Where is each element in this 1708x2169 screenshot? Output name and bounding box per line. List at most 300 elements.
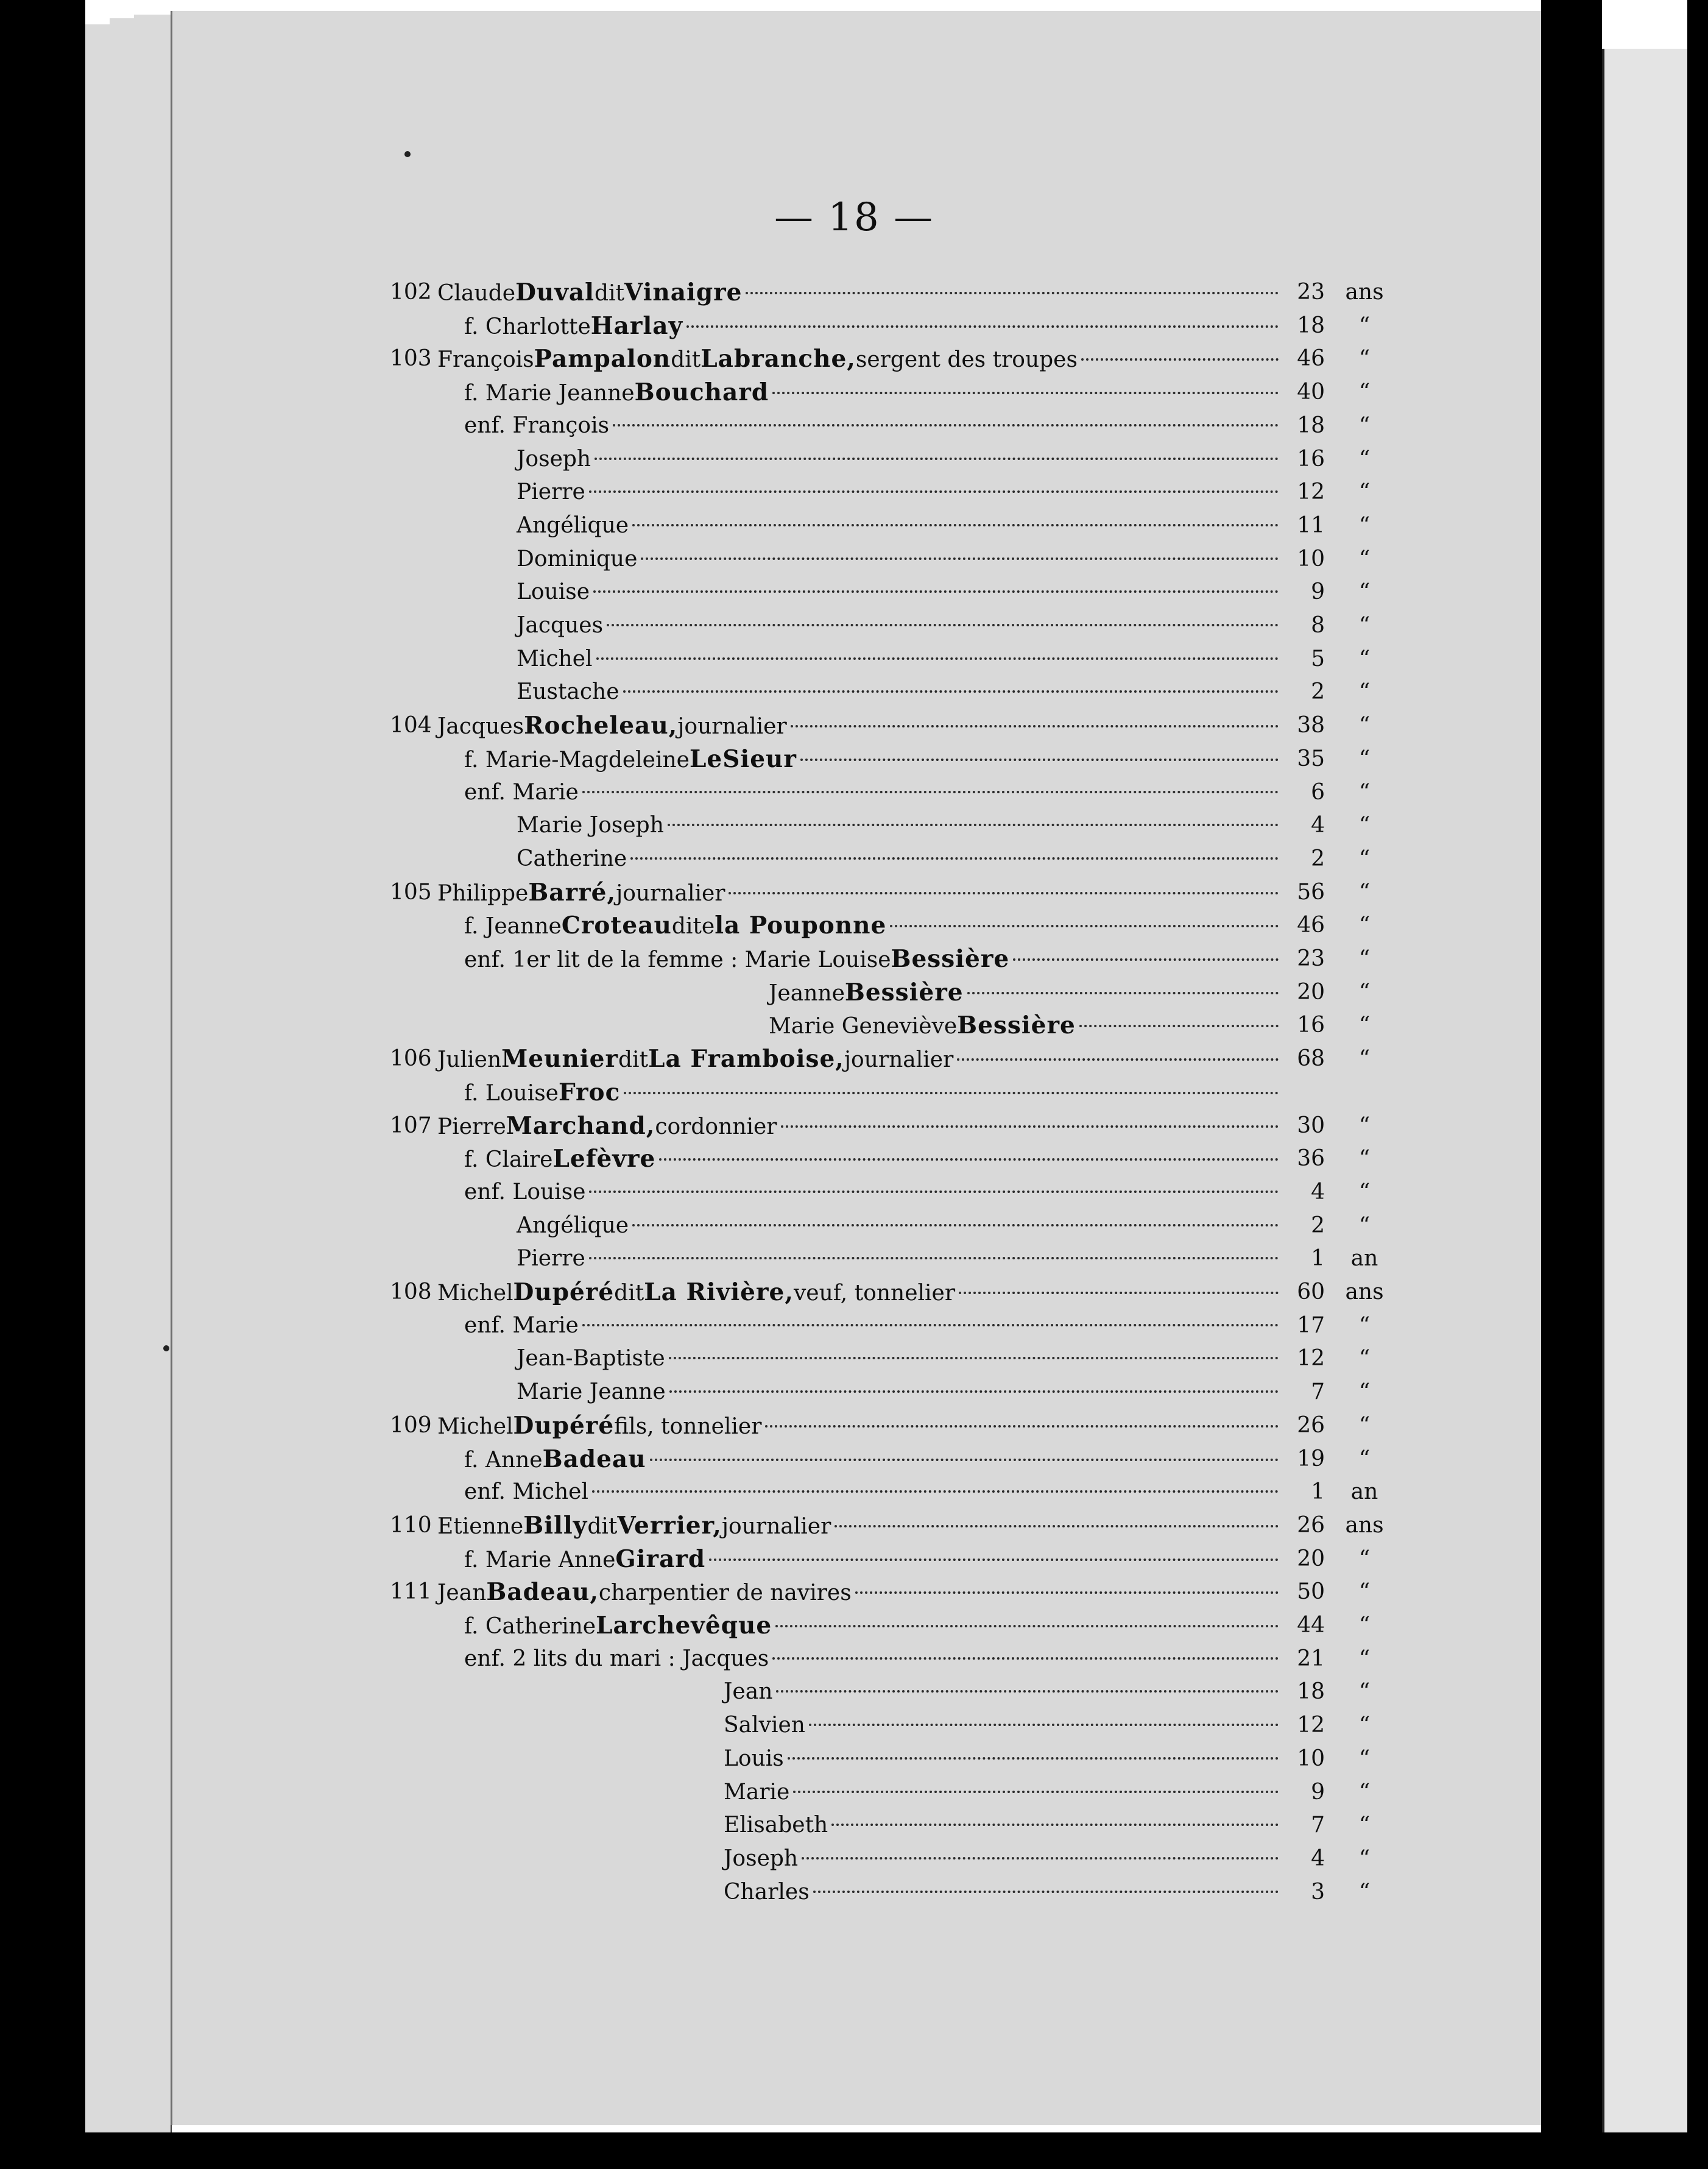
entry-text: François xyxy=(437,347,534,373)
person-entry xyxy=(464,776,1282,810)
entry-text: veuf, tonnelier xyxy=(793,1281,956,1306)
entry-text: journalier xyxy=(677,714,787,740)
age-value: 3 xyxy=(1311,1879,1325,1905)
dot-leader xyxy=(582,791,1279,793)
census-row xyxy=(0,876,1708,910)
census-row xyxy=(0,1608,1708,1643)
person-entry xyxy=(464,908,1282,944)
age-value: 4 xyxy=(1311,813,1325,838)
dot-leader xyxy=(967,992,1279,994)
age-unit: “ xyxy=(1358,613,1371,638)
dot-leader xyxy=(772,392,1279,394)
age-unit: “ xyxy=(1358,1879,1371,1905)
census-row xyxy=(0,942,1708,976)
scan-speck xyxy=(404,151,411,157)
entry-text: Claude xyxy=(437,281,516,306)
age-unit: “ xyxy=(1358,1446,1371,1471)
dot-leader xyxy=(668,824,1279,826)
person-entry xyxy=(724,1775,1282,1810)
age-value: 10 xyxy=(1297,546,1325,571)
entry-text: f. Anne xyxy=(464,1447,543,1473)
dot-leader xyxy=(709,1559,1279,1561)
age-value: 2 xyxy=(1311,679,1325,705)
age-unit: “ xyxy=(1358,1713,1371,1738)
census-row xyxy=(0,1175,1708,1209)
age-value: 40 xyxy=(1297,380,1325,405)
entry-text: Michel xyxy=(517,646,593,671)
entry-text: Julien xyxy=(437,1047,502,1073)
dot-leader xyxy=(669,1357,1279,1359)
dot-leader xyxy=(831,1824,1279,1826)
dot-leader xyxy=(776,1690,1279,1693)
surname-text: Bouchard xyxy=(634,378,769,407)
age-unit: “ xyxy=(1358,313,1371,338)
age-value: 7 xyxy=(1311,1379,1325,1405)
dot-leader xyxy=(746,292,1279,294)
surname-text: Labranche, xyxy=(700,345,856,373)
age-value: 4 xyxy=(1311,1179,1325,1205)
age-unit: an xyxy=(1350,1246,1378,1272)
surname-text: Larchevêque xyxy=(596,1612,772,1640)
census-row xyxy=(0,1875,1708,1909)
age-value: 46 xyxy=(1297,346,1325,372)
surname-text: Vinaigre xyxy=(624,278,743,306)
age-value: 23 xyxy=(1297,280,1325,305)
surname-text: La Framboise, xyxy=(648,1045,844,1074)
age-value: 2 xyxy=(1311,846,1325,871)
age-unit: “ xyxy=(1358,1179,1371,1205)
age-value: 18 xyxy=(1297,412,1325,438)
entry-text: charpentier de navires xyxy=(598,1580,852,1606)
household-number: 103 xyxy=(390,346,432,372)
dot-leader xyxy=(589,490,1279,493)
person-entry xyxy=(437,1409,1282,1444)
entry-text: enf. Marie xyxy=(464,1312,579,1338)
census-row xyxy=(0,1675,1708,1709)
age-value: 16 xyxy=(1297,446,1325,472)
census-row xyxy=(0,709,1708,743)
entry-text: Jean xyxy=(437,1580,487,1606)
age-unit: “ xyxy=(1358,1212,1371,1238)
age-value: 12 xyxy=(1297,479,1325,505)
entry-text: Michel xyxy=(437,1414,513,1439)
age-unit: “ xyxy=(1358,512,1371,538)
entry-text: f. Marie-Magdeleine xyxy=(464,747,690,773)
age-unit: “ xyxy=(1358,979,1371,1005)
dot-leader xyxy=(1013,958,1279,961)
age-value: 16 xyxy=(1297,1013,1325,1038)
dot-leader xyxy=(669,1390,1279,1393)
census-row xyxy=(0,675,1708,709)
age-unit: “ xyxy=(1358,946,1371,971)
dot-leader xyxy=(613,424,1279,426)
age-value: 1 xyxy=(1311,1246,1325,1272)
entry-text: Angélique xyxy=(517,1212,629,1238)
age-unit: ans xyxy=(1345,1279,1384,1304)
entry-text: enf. François xyxy=(464,412,610,438)
person-entry xyxy=(437,1275,1282,1311)
age-unit: “ xyxy=(1358,1046,1371,1072)
age-unit: “ xyxy=(1358,1146,1371,1172)
entry-text: journalier xyxy=(721,1513,831,1539)
census-row xyxy=(0,1442,1708,1476)
person-entry xyxy=(517,575,1282,609)
dot-leader xyxy=(890,925,1279,927)
entry-text: Catherine xyxy=(517,846,627,871)
surname-text: Bessière xyxy=(844,978,964,1007)
person-entry xyxy=(464,1542,1282,1577)
entry-text: Jeanne xyxy=(769,980,845,1006)
entry-text: Philippe xyxy=(437,880,529,906)
census-row xyxy=(0,1275,1708,1309)
person-entry xyxy=(769,1008,1282,1044)
census-row xyxy=(0,776,1708,810)
census-row xyxy=(0,442,1708,476)
entry-text: f. Claire xyxy=(464,1147,553,1173)
dot-leader xyxy=(595,458,1279,460)
census-row xyxy=(0,475,1708,509)
dot-leader xyxy=(593,590,1279,593)
age-unit: “ xyxy=(1358,1779,1371,1805)
census-row xyxy=(0,908,1708,943)
surname-text: Lefèvre xyxy=(552,1145,656,1173)
census-row xyxy=(0,642,1708,676)
entry-text: Jean-Baptiste xyxy=(517,1346,665,1371)
dot-leader xyxy=(772,1657,1279,1660)
age-unit: “ xyxy=(1358,479,1371,505)
entry-text: f. Jeanne xyxy=(464,914,562,939)
entry-text: fils, tonnelier xyxy=(614,1414,762,1439)
surname-text: Duval xyxy=(515,278,595,306)
household-number: 111 xyxy=(390,1579,432,1605)
entry-text: enf. Michel xyxy=(464,1479,588,1505)
entry-text: Eustache xyxy=(517,679,619,705)
dot-leader xyxy=(793,1791,1279,1793)
age-unit: “ xyxy=(1358,779,1371,805)
person-entry xyxy=(517,509,1282,543)
age-unit: ans xyxy=(1345,280,1384,305)
household-number: 107 xyxy=(390,1113,432,1138)
person-entry xyxy=(517,542,1282,576)
dot-leader xyxy=(650,1459,1279,1461)
entry-text: cordonnier xyxy=(655,1114,777,1139)
entry-text: Salvien xyxy=(724,1713,805,1738)
age-unit: “ xyxy=(1358,813,1371,838)
surname-text: La Rivière, xyxy=(644,1278,794,1306)
age-unit: “ xyxy=(1358,1746,1371,1771)
age-unit: ans xyxy=(1345,1512,1384,1538)
surname-text: LeSieur xyxy=(689,745,797,773)
age-value: 44 xyxy=(1297,1613,1325,1638)
person-entry xyxy=(517,475,1282,509)
age-unit: “ xyxy=(1358,913,1371,938)
person-entry xyxy=(437,342,1282,377)
age-value: 1 xyxy=(1311,1479,1325,1505)
dot-leader xyxy=(624,1092,1279,1094)
household-number: 108 xyxy=(390,1279,432,1304)
person-entry xyxy=(464,1475,1282,1509)
person-entry xyxy=(437,1109,1282,1144)
person-entry xyxy=(769,975,1282,1011)
dot-leader xyxy=(596,657,1279,660)
entry-text: dit xyxy=(587,1513,618,1539)
census-row xyxy=(0,975,1708,1010)
entry-text: enf. Marie xyxy=(464,779,579,805)
person-entry xyxy=(464,1442,1282,1477)
surname-text: Meunier xyxy=(501,1045,619,1074)
census-row xyxy=(0,1642,1708,1676)
age-value: 20 xyxy=(1297,1546,1325,1571)
surname-text: Marchand, xyxy=(506,1111,655,1140)
dot-leader xyxy=(589,1257,1279,1259)
entry-text: f. Louise xyxy=(464,1080,559,1106)
census-row xyxy=(0,1309,1708,1343)
age-value: 26 xyxy=(1297,1412,1325,1438)
dot-leader xyxy=(582,1324,1279,1326)
surname-text: la Pouponne xyxy=(715,911,887,940)
dot-leader xyxy=(788,1757,1279,1760)
entry-text: Louise xyxy=(517,579,590,605)
dot-leader xyxy=(1081,358,1279,361)
entry-text: dite xyxy=(671,914,715,939)
household-number: 106 xyxy=(390,1046,432,1072)
dot-leader xyxy=(729,892,1279,894)
entry-text: Marie Joseph xyxy=(517,813,664,838)
age-unit: “ xyxy=(1358,579,1371,605)
person-entry xyxy=(517,809,1282,843)
age-unit: “ xyxy=(1358,1412,1371,1438)
age-value: 9 xyxy=(1311,579,1325,605)
census-row xyxy=(0,1708,1708,1743)
dot-leader xyxy=(686,325,1279,328)
person-entry xyxy=(464,1309,1282,1343)
entry-text: enf. Louise xyxy=(464,1179,586,1205)
entry-text: Marie Geneviève xyxy=(769,1014,958,1039)
entry-text: dit xyxy=(671,347,701,373)
census-row xyxy=(0,542,1708,576)
person-entry xyxy=(464,1642,1282,1676)
dot-leader xyxy=(592,1490,1279,1493)
age-unit: “ xyxy=(1358,1312,1371,1338)
age-unit: “ xyxy=(1358,1546,1371,1571)
surname-text: Pampalon xyxy=(534,345,671,373)
dot-leader xyxy=(800,759,1279,761)
age-value: 6 xyxy=(1311,779,1325,805)
census-row xyxy=(0,1142,1708,1176)
census-row xyxy=(0,1008,1708,1042)
surname-text: Barré, xyxy=(528,878,616,907)
entry-text: Jacques xyxy=(517,613,604,638)
surname-text: Bessière xyxy=(891,945,1010,973)
census-row xyxy=(0,609,1708,643)
entry-text: journalier xyxy=(844,1047,954,1073)
census-row xyxy=(0,1775,1708,1810)
dot-leader xyxy=(589,1191,1279,1193)
census-row xyxy=(0,1509,1708,1543)
age-unit: “ xyxy=(1358,713,1371,738)
surname-text: Girard xyxy=(615,1544,706,1573)
age-value: 36 xyxy=(1297,1146,1325,1172)
surname-text: Badeau xyxy=(542,1445,646,1473)
census-row xyxy=(0,1209,1708,1243)
person-entry xyxy=(464,409,1282,443)
entry-text: enf. 2 lits du mari : Jacques xyxy=(464,1646,769,1671)
dot-leader xyxy=(959,1292,1279,1294)
entry-text: journalier xyxy=(616,880,725,906)
person-entry xyxy=(464,1175,1282,1209)
surname-text: Verrier, xyxy=(617,1511,722,1540)
person-entry xyxy=(724,1875,1282,1909)
age-unit: “ xyxy=(1358,446,1371,472)
dot-leader xyxy=(659,1158,1279,1161)
surname-text: Froc xyxy=(559,1078,621,1106)
entry-text: Pierre xyxy=(437,1114,506,1139)
household-number: 104 xyxy=(390,713,432,738)
entry-text: sergent des troupes xyxy=(855,347,1078,373)
person-entry xyxy=(464,375,1282,411)
age-value: 38 xyxy=(1297,713,1325,738)
entry-text: f. Marie Anne xyxy=(464,1547,616,1573)
census-row xyxy=(0,1542,1708,1576)
census-row xyxy=(0,1109,1708,1143)
dot-leader xyxy=(813,1891,1279,1893)
surname-text: Croteau xyxy=(561,911,672,940)
household-number: 102 xyxy=(390,280,432,305)
age-value: 18 xyxy=(1297,1679,1325,1705)
census-row xyxy=(0,842,1708,876)
census-row xyxy=(0,1342,1708,1376)
person-entry xyxy=(464,742,1282,777)
entry-text: Jacques xyxy=(437,714,524,740)
dot-leader xyxy=(1079,1025,1279,1027)
age-value: 2 xyxy=(1311,1212,1325,1238)
age-unit: “ xyxy=(1358,1646,1371,1671)
dot-leader xyxy=(809,1724,1279,1726)
census-row xyxy=(0,275,1708,310)
age-value: 17 xyxy=(1297,1312,1325,1338)
entry-text: Elisabeth xyxy=(724,1813,828,1838)
census-row xyxy=(0,1375,1708,1409)
person-entry xyxy=(517,1209,1282,1243)
census-row xyxy=(0,409,1708,443)
person-entry xyxy=(724,1675,1282,1709)
person-entry xyxy=(437,1042,1282,1077)
person-entry xyxy=(437,275,1282,311)
age-value: 20 xyxy=(1297,979,1325,1005)
surname-text: Billy xyxy=(523,1511,588,1540)
dot-leader xyxy=(957,1058,1279,1061)
age-value: 8 xyxy=(1311,613,1325,638)
person-entry xyxy=(517,609,1282,643)
age-value: 30 xyxy=(1297,1113,1325,1138)
entry-text: Angélique xyxy=(517,512,629,538)
entry-text: Pierre xyxy=(517,479,585,505)
entry-text: Marie Jeanne xyxy=(517,1379,666,1405)
person-entry xyxy=(464,1608,1282,1644)
dot-leader xyxy=(623,690,1279,693)
dot-leader xyxy=(607,624,1279,626)
person-entry xyxy=(517,842,1282,876)
dot-leader xyxy=(791,725,1279,727)
entry-text: Charles xyxy=(724,1879,810,1905)
person-entry xyxy=(437,1575,1282,1610)
person-entry xyxy=(464,309,1282,344)
age-unit: “ xyxy=(1358,1013,1371,1038)
age-value: 35 xyxy=(1297,746,1325,771)
census-row xyxy=(0,809,1708,843)
person-entry xyxy=(437,709,1282,744)
person-entry xyxy=(517,1242,1282,1276)
bottom-black-margin xyxy=(0,2132,1708,2169)
entry-text: Joseph xyxy=(517,446,591,472)
surname-text: Rocheleau, xyxy=(524,712,678,740)
dot-leader xyxy=(632,1224,1279,1226)
census-row xyxy=(0,1475,1708,1509)
census-row xyxy=(0,509,1708,543)
age-value: 60 xyxy=(1297,1279,1325,1304)
entry-text: Michel xyxy=(437,1281,513,1306)
age-value: 5 xyxy=(1311,646,1325,671)
age-value: 12 xyxy=(1297,1713,1325,1738)
entry-text: f. Catherine xyxy=(464,1614,596,1639)
dot-leader xyxy=(765,1425,1279,1428)
person-entry xyxy=(437,876,1282,911)
census-row xyxy=(0,1242,1708,1276)
entry-text: dit xyxy=(614,1281,644,1306)
census-row xyxy=(0,742,1708,776)
age-unit: “ xyxy=(1358,1579,1371,1605)
census-row xyxy=(0,575,1708,609)
census-row xyxy=(0,1575,1708,1609)
age-value: 26 xyxy=(1297,1512,1325,1538)
page-number: — 18 — xyxy=(774,195,934,240)
person-entry xyxy=(517,642,1282,676)
entry-text: Louis xyxy=(724,1746,784,1771)
entry-text: f. Marie Jeanne xyxy=(464,381,635,406)
household-number: 105 xyxy=(390,879,432,905)
entry-text: enf. 1er lit de la femme : Marie Louise xyxy=(464,947,891,972)
person-entry xyxy=(724,1742,1282,1776)
age-unit: “ xyxy=(1358,1379,1371,1405)
age-unit: “ xyxy=(1358,1346,1371,1371)
age-value: 46 xyxy=(1297,913,1325,938)
household-number: 110 xyxy=(390,1512,432,1538)
age-value: 21 xyxy=(1297,1646,1325,1671)
surname-text: Bessière xyxy=(957,1011,1076,1040)
person-entry xyxy=(464,942,1282,977)
age-unit: “ xyxy=(1358,546,1371,571)
age-value: 50 xyxy=(1297,1579,1325,1605)
age-unit: “ xyxy=(1358,1613,1371,1638)
person-entry xyxy=(517,1375,1282,1409)
age-unit: “ xyxy=(1358,1679,1371,1705)
census-row xyxy=(0,375,1708,409)
census-row xyxy=(0,1075,1708,1109)
age-value: 10 xyxy=(1297,1746,1325,1771)
dot-leader xyxy=(855,1591,1279,1594)
person-entry xyxy=(517,1342,1282,1376)
entry-text: dit xyxy=(618,1047,649,1073)
entry-text: Joseph xyxy=(724,1845,799,1871)
age-value: 4 xyxy=(1311,1845,1325,1871)
census-row xyxy=(0,1842,1708,1876)
age-value: 18 xyxy=(1297,313,1325,338)
dot-leader xyxy=(630,857,1279,860)
age-value: 11 xyxy=(1297,512,1325,538)
age-unit: an xyxy=(1350,1479,1378,1505)
age-value: 9 xyxy=(1311,1779,1325,1805)
surname-text: Harlay xyxy=(590,311,683,340)
